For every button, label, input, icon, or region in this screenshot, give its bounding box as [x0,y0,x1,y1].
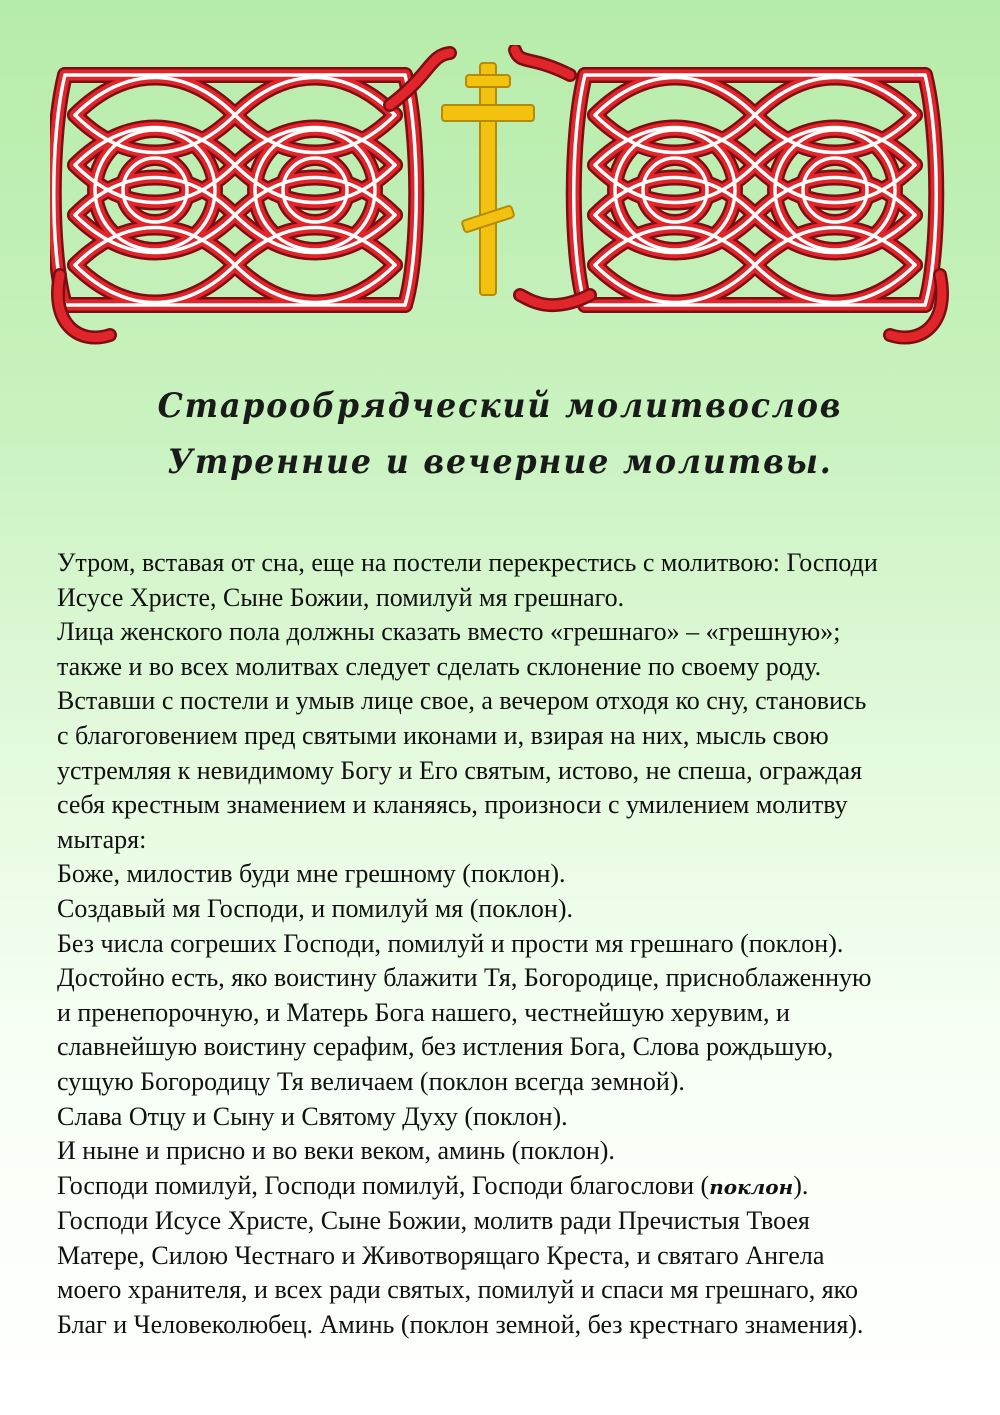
knotwork-left [54,53,450,338]
text-line: с благоговением пред святыми иконами и, взирая на них, мысль свою [57,720,829,750]
text-line: и пренепорочную, и Матерь Бога нашего, честнейшую херувим, и [57,997,790,1027]
text-line: моего хранителя, и всех ради святых, помилуй и спаси мя грешнаго, яко [57,1275,858,1305]
text-line: Господи Исусе Христе, Сыне Божии, молитв ради Пречистыя Твоея [57,1206,810,1236]
knotwork-right [515,50,942,338]
text-line: Утром, вставая от сна, еще на постели перекрестись с молитвою: Господи [57,548,878,577]
text-line: Достойно есть, яко воистину блажити Тя, Богородице, присноблаженную [57,963,872,993]
title-line-1: Старообрядческий молитвослов [157,386,843,426]
text-line: мытаря: [57,824,147,854]
text-line: Создавый мя Господи, и помилуй мя (поклон). [57,893,573,923]
text-line: И ныне и присно и во веки веком, аминь (поклон). [57,1136,615,1166]
text-line: Боже, милостив буди мне грешному (поклон). [57,859,566,889]
text-line: себя крестным знамением и кланяясь, произноси с умилением молитву [57,790,848,820]
text-line: Без числа согреших Господи, помилуй и прости мя грешнаго (поклон). [57,928,844,958]
orthodox-cross-icon [442,63,534,295]
text-line: Благ и Человеколюбец. Аминь (поклон земной, без крестнаго знамения). [57,1310,864,1340]
text-line: Слава Отцу и Сыну и Святому Духу (поклон). [57,1101,568,1131]
text-line: сущую Богородицу Тя величаем (поклон всегда земной). [57,1066,685,1096]
text-line: Исусе Христе, Сыне Божии, помилуй мя грешнаго. [57,582,625,612]
header-ornament [50,45,950,355]
text-line: Матере, Силою Честнаго и Животворящаго Креста, и святаго Ангела [57,1240,825,1270]
text-line: устремляя к невидимому Богу и Его святым, истово, не спеша, ограждая [57,755,863,785]
text-line: также и во всех молитвах следует сделать склонение по своему роду. [57,651,822,681]
text-line: Вставши с постели и умыв лице свое, а вечером отходя ко сну, становись [57,686,867,716]
prayer-text [57,546,962,1343]
text-line: Лица женского пола должны сказать вместо «грешнаго» – «грешную»; [57,617,841,647]
page-title [0,378,1000,490]
bow-word: поклон [709,1174,794,1199]
title-line-2: Утренние и вечерние молитвы. [167,442,833,482]
bow-close-paren: ). [793,1170,809,1200]
bow-open-paren: ( [700,1170,710,1200]
text-line-bow [57,1169,962,1205]
text-line: славнейшую воистину серафим, без истления Бога, Слова рождьшую, [57,1032,834,1062]
bow-line-text: Господи помилуй, Господи помилуй, Господи благослови [57,1170,701,1200]
